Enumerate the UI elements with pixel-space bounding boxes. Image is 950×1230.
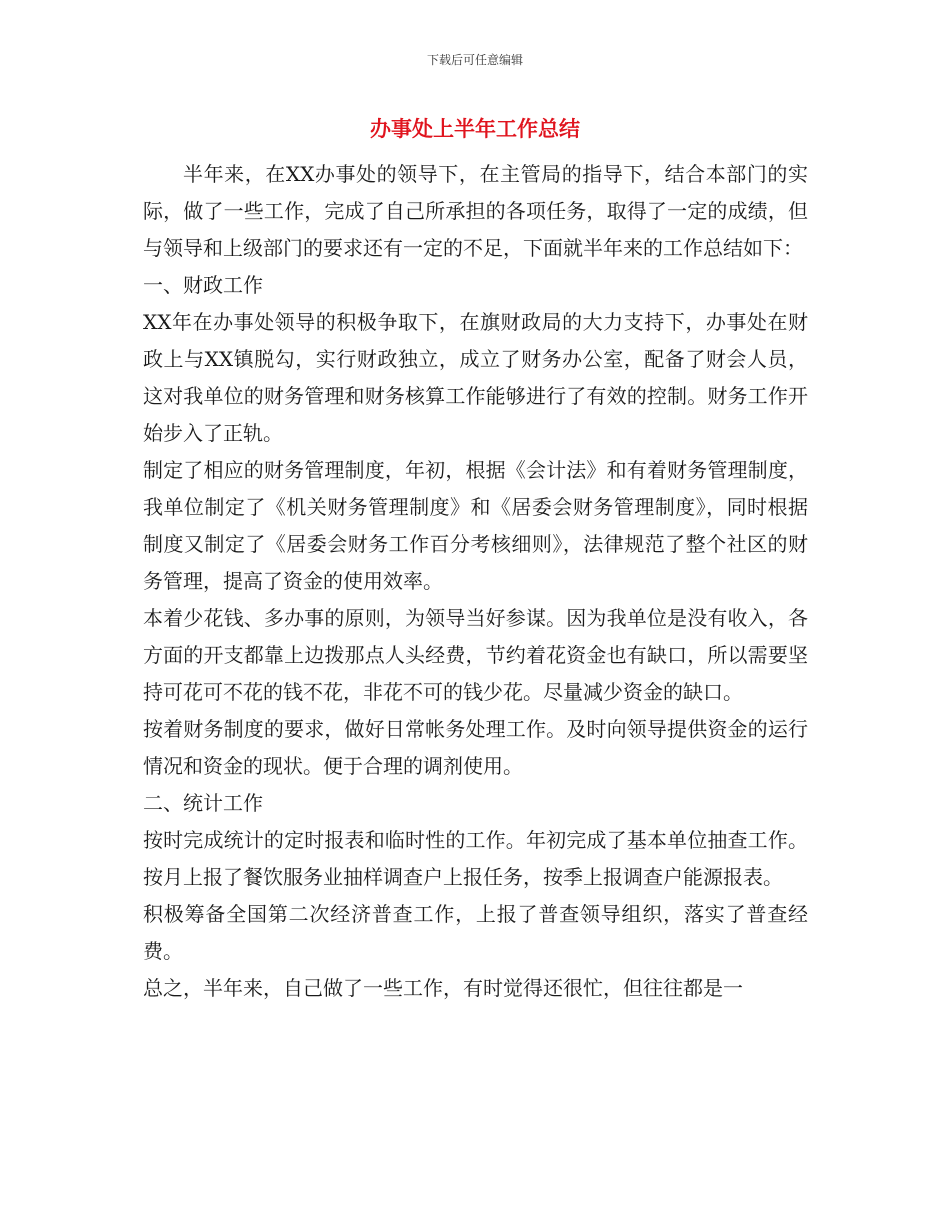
closing-paragraph: 总之，半年来，自己做了一些工作，有时觉得还很忙，但往往都是一 [143, 976, 743, 1000]
body-paragraph: 按时完成统计的定时报表和临时性的工作。年初完成了基本单位抽查工作。按月上报了餐饮服务业抽样调查户上报任务，按季上报调查户能源报表。 [143, 828, 808, 889]
intro-paragraph: 半年来，在XX办事处的领导下，在主管局的指导下，结合本部门的实际，做了一些工作，完成了自己所承担的各项任务，取得了一定的成绩，但与领导和上级部门的要求还有一定的不足，下面就半年来的工作总结如下： [143, 162, 808, 260]
body-paragraph: 积极筹备全国第二次经济普查工作，上报了普查领导组织，落实了普查经费。 [143, 902, 808, 963]
body-paragraph: 本着少花钱、多办事的原则，为领导当好参谋。因为我单位是没有收入，各方面的开支都靠上边拨那点人头经费，节约着花资金也有缺口，所以需要坚持可花可不花的钱不花，非花不可的钱少花。尽量减少资金的缺口。 [143, 606, 808, 704]
document-title: 办事处上半年工作总结 [370, 116, 580, 141]
body-paragraph: XX年在办事处领导的积极争取下，在旗财政局的大力支持下，办事处在财政上与XX镇脱勾，实行财政独立，成立了财务办公室，配备了财会人员，这对我单位的财务管理和财务核算工作能够进行了有效的控制。财务工作开始步入了正轨。 [143, 310, 808, 445]
body-paragraph: 按着财务制度的要求，做好日常帐务处理工作。及时向领导提供资金的运行情况和资金的现状。便于合理的调剂使用。 [143, 717, 808, 778]
section-heading-statistics: 二、统计工作 [143, 791, 263, 815]
section-heading-finance: 一、财政工作 [143, 273, 263, 297]
page-header-note: 下载后可任意编辑 [426, 53, 523, 67]
document-body [143, 156, 808, 1007]
body-paragraph: 制定了相应的财务管理制度，年初，根据《会计法》和有着财务管理制度，我单位制定了《机关财务管理制度》和《居委会财务管理制度》，同时根据制度又制定了《居委会财务工作百分考核细则》，法律规范了整个社区的财务管理，提高了资金的使用效率。 [143, 458, 808, 593]
